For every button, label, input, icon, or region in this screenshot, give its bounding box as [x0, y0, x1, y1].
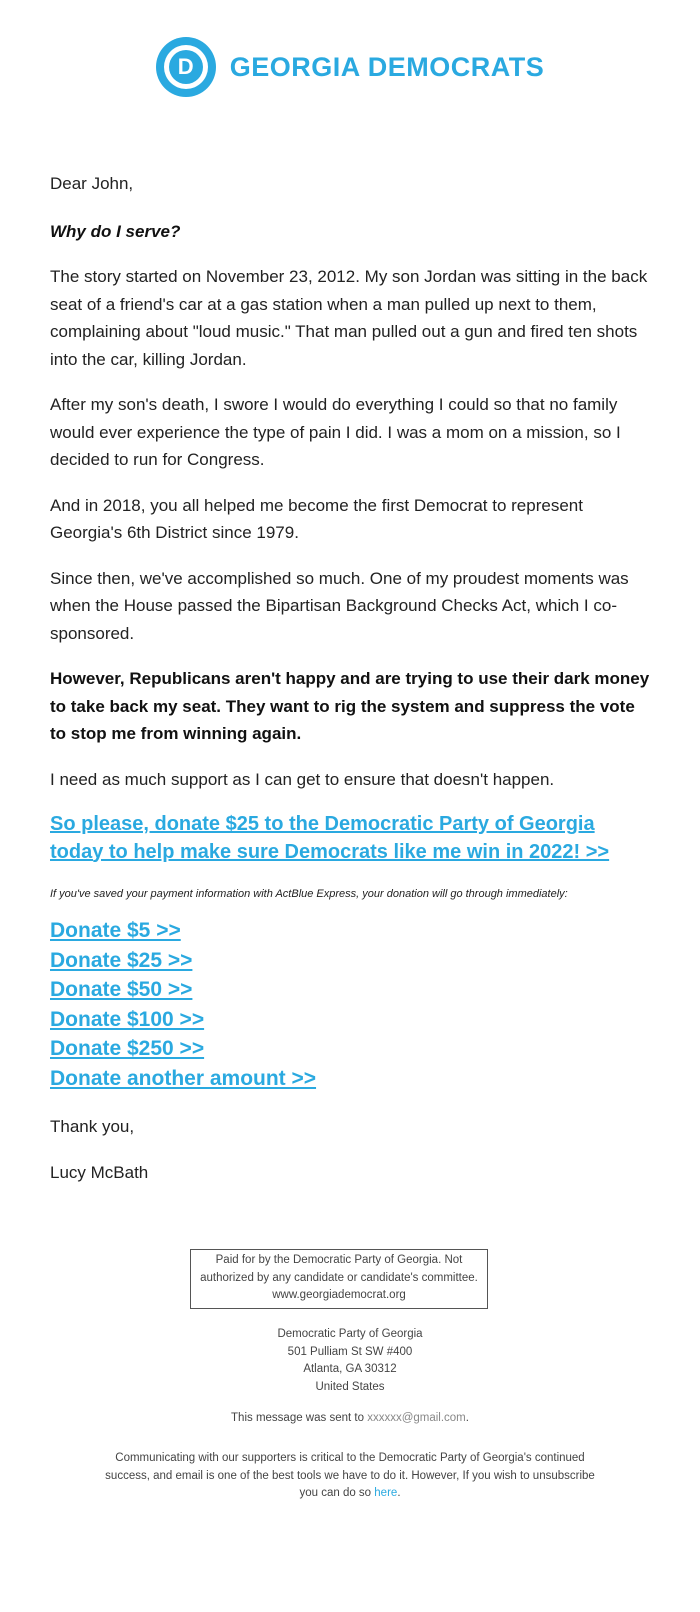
actblue-note: If you've saved your payment information with ActBlue Express, your donation will go through immediately:: [50, 888, 568, 900]
paragraph-story: The story started on November 23, 2012. My son Jordan was sitting in the back seat of a friend's car at a gas station when a man pulled up next to them, complaining about "loud music." That man pulled out a gun and fired ten shots into the car, killing Jordan.: [50, 267, 648, 369]
disclaimer-website: www.georgiademocrat.org: [272, 1289, 406, 1301]
democrats-logo-icon: [156, 37, 216, 97]
donate-50-link[interactable]: Donate $50 >>: [50, 978, 193, 1001]
disclaimer-line: authorized by any candidate or candidate's committee.: [200, 1271, 478, 1284]
address-line: Atlanta, GA 30312: [303, 1363, 397, 1375]
paragraph-support: I need as much support as I can get to ensure that doesn't happen.: [50, 769, 555, 789]
paragraph-accomplishments: Since then, we've accomplished so much. One of my proudest moments was when the House passed the Bipartisan Background Checks Act, which I co-sponsored.: [50, 568, 629, 643]
unsubscribe-end: .: [397, 1487, 401, 1499]
question-heading: Why do I serve?: [50, 221, 181, 241]
donate-250-link[interactable]: Donate $250 >>: [50, 1037, 205, 1060]
mailing-address: [0, 1326, 700, 1396]
greeting: Dear John,: [50, 174, 134, 193]
recipient-email: xxxxxx@gmail.com: [367, 1412, 466, 1424]
disclaimer-line: Paid for by the Democratic Party of Georgia. Not: [215, 1254, 463, 1266]
donate-5-link[interactable]: Donate $5 >>: [50, 919, 181, 942]
donate-links-list: [50, 916, 650, 1093]
address-line: 501 Pulliam St SW #400: [287, 1345, 413, 1358]
sent-prefix: This message was sent to: [231, 1412, 368, 1424]
sent-suffix: .: [465, 1412, 469, 1424]
sent-to-notice: [0, 1410, 700, 1428]
signoff: Thank you,: [50, 1117, 135, 1136]
paid-for-disclaimer: [190, 1249, 488, 1309]
address-line: United States: [315, 1380, 385, 1393]
paragraph-2018: And in 2018, you all helped me become the first Democrat to represent Georgia's 6th District since 1979.: [50, 495, 583, 542]
paragraph-republicans: However, Republicans aren't happy and are trying to use their dark money to take back my seat. They want to rig the system and suppress the vote to stop me from winning again.: [50, 669, 650, 743]
donate-other-link[interactable]: Donate another amount >>: [50, 1066, 317, 1090]
signature: Lucy McBath: [50, 1162, 149, 1182]
unsubscribe-link[interactable]: here: [374, 1487, 398, 1499]
logo-text: GEORGIA DEMOCRATS: [229, 51, 545, 82]
paragraph-mission: After my son's death, I swore I would do everything I could so that no family would ever experience the type of pain I did. I was a mom on a mission, so I decided to run for Congress.: [50, 395, 621, 469]
donate-cta-link[interactable]: So please, donate $25 to the Democratic Party of Georgia today to help make sure Democrats like me win in 2022! >>: [50, 813, 610, 863]
donate-25-link[interactable]: Donate $25 >>: [50, 948, 193, 972]
donate-100-link[interactable]: Donate $100 >>: [50, 1007, 205, 1031]
logo-letter: D: [169, 50, 203, 84]
email-body: [50, 170, 650, 1204]
header-logo: [0, 34, 700, 100]
address-line: Democratic Party of Georgia: [277, 1328, 423, 1340]
unsubscribe-notice: [100, 1450, 600, 1503]
unsubscribe-text: Communicating with our supporters is critical to the Democratic Party of Georgia's continued success, and email is one of the best tools we have to do it. However, If you wish to unsubscribe you can do so: [105, 1452, 595, 1499]
